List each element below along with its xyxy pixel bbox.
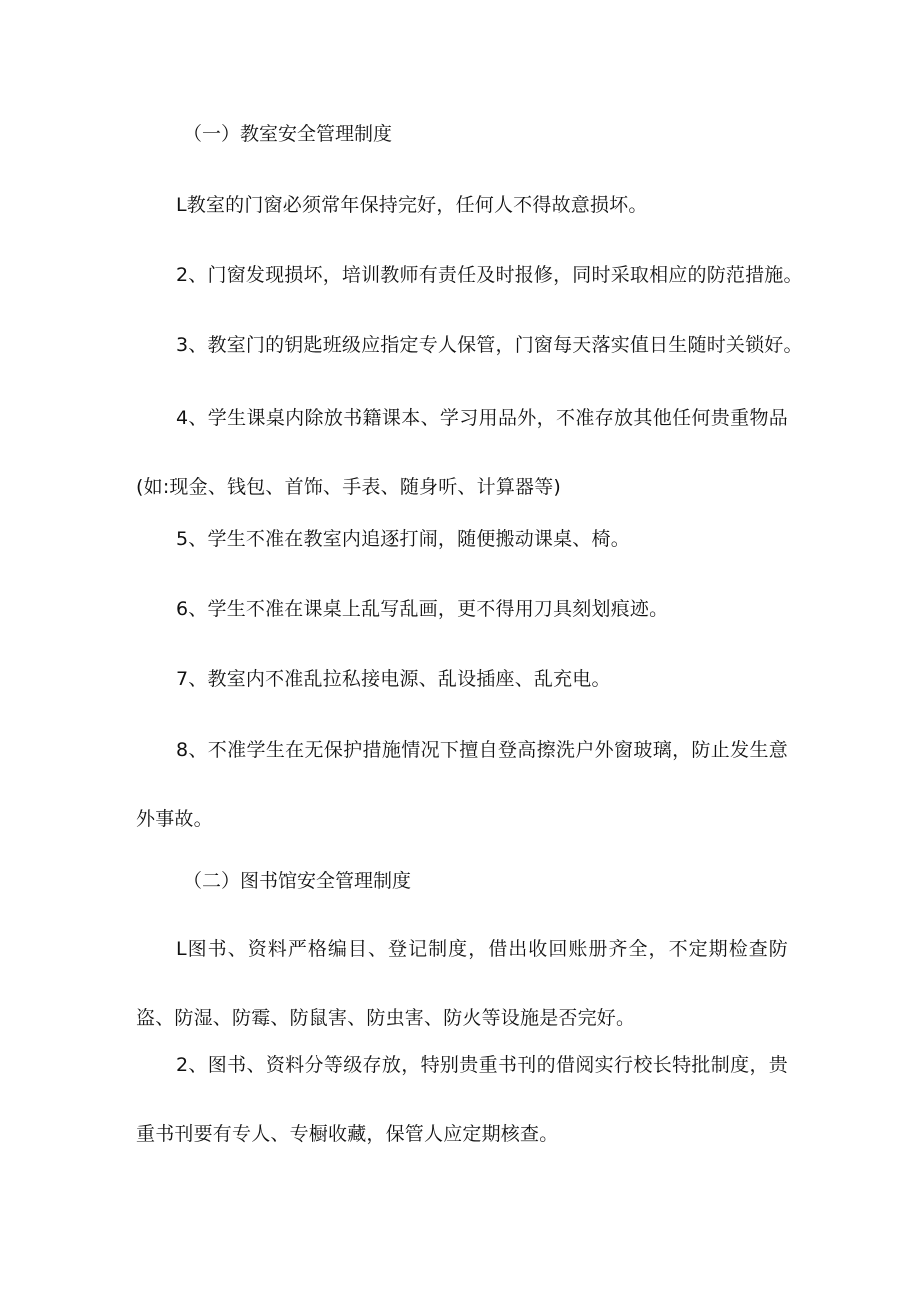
section-1-item-5: 5、学生不准在教室内追逐打闹，随便搬动课桌、椅。 <box>176 528 630 550</box>
section-2-heading: （二）图书馆安全管理制度 <box>183 870 412 892</box>
section-1-item-8: 8、不准学生在无保护措施情况下擅自登高擦洗户外窗玻璃，防止发生意外事故。 <box>136 739 788 830</box>
section-1-heading: （一）教室安全管理制度 <box>183 123 393 145</box>
section-1-item-4: 4、学生课桌内除放书籍课本、学习用品外，不准存放其他任何贵重物品(如:现金、钱包、首饰、手表、随身听、计算器等) <box>136 407 788 498</box>
section-1-item-6: 6、学生不准在课桌上乱写乱画，更不得用刀具刻划痕迹。 <box>176 598 669 620</box>
section-2-item-2: 2、图书、资料分等级存放，特别贵重书刊的借阅实行校长特批制度，贵重书刊要有专人、专橱收藏，保管人应定期核查。 <box>136 1054 788 1145</box>
section-1-item-1: L教室的门窗必须常年保持完好，任何人不得故意损坏。 <box>176 194 648 216</box>
section-1-item-2: 2、门窗发现损坏，培训教师有责任及时报修，同时采取相应的防范措施。 <box>176 264 803 286</box>
section-1-item-3: 3、教室门的钥匙班级应指定专人保管，门窗每天落实值日生随时关锁好。 <box>176 334 803 356</box>
section-1-item-7: 7、教室内不准乱拉私接电源、乱设插座、乱充电。 <box>176 668 611 690</box>
section-2-item-1: L图书、资料严格编目、登记制度，借出收回账册齐全，不定期检查防盗、防湿、防霉、防鼠害、防虫害、防火等设施是否完好。 <box>136 938 788 1029</box>
